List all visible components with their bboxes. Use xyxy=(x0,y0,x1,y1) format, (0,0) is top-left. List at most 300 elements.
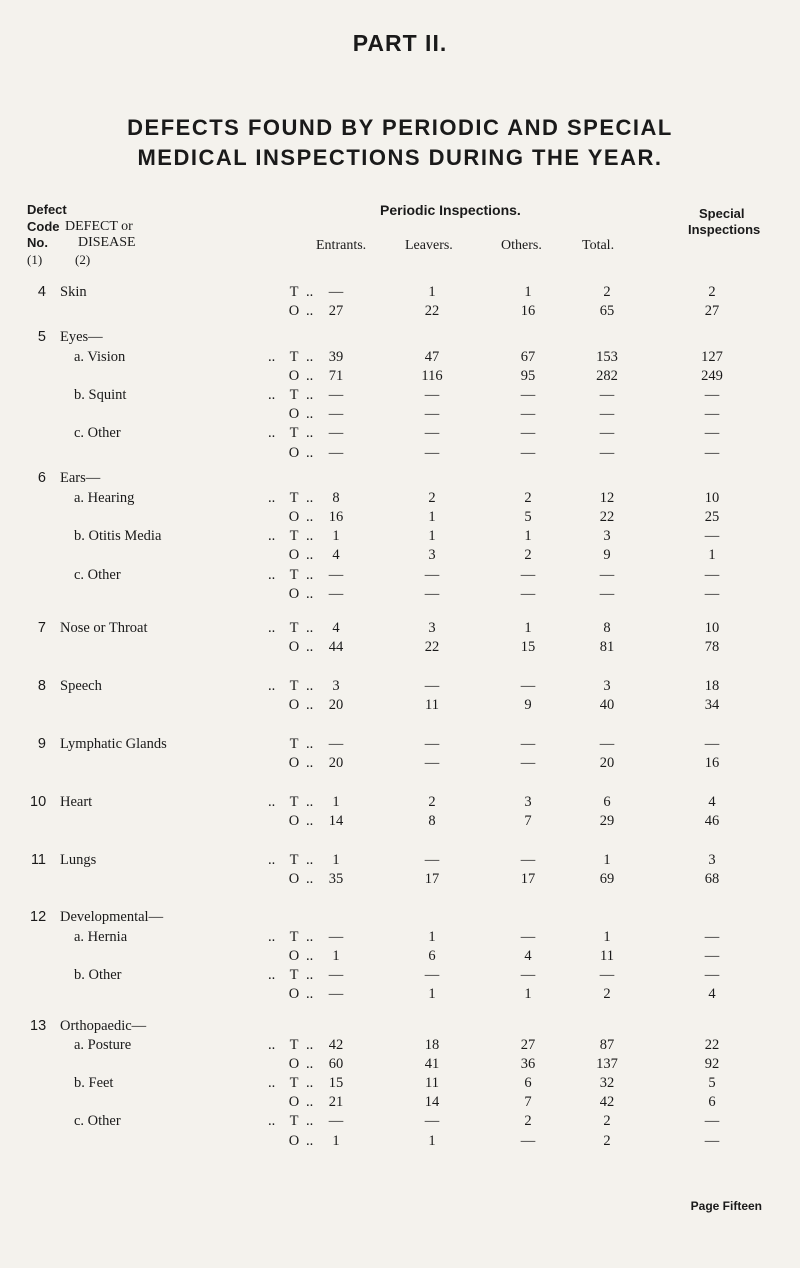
row-leader: .. xyxy=(306,567,314,583)
row-type: O xyxy=(288,697,300,713)
table-row xyxy=(0,639,800,659)
table-row xyxy=(0,406,800,426)
cell-leavers: 116 xyxy=(421,368,443,384)
cell-others: 6 xyxy=(524,1075,532,1091)
cell-entrants: 35 xyxy=(328,871,344,887)
cell-special: 27 xyxy=(704,303,720,319)
row-leader: .. xyxy=(306,586,314,602)
row-label: b. Otitis Media xyxy=(74,528,162,544)
table-row xyxy=(0,852,800,872)
row-type: T xyxy=(289,794,299,810)
row-leader: .. xyxy=(306,639,314,655)
row-leader: .. xyxy=(306,387,314,403)
row-type: O xyxy=(288,303,300,319)
cell-entrants: 20 xyxy=(328,755,344,771)
cell-total: 9 xyxy=(603,547,611,563)
cell-others: — xyxy=(520,586,536,602)
cell-others: 15 xyxy=(520,639,536,655)
cell-others: — xyxy=(520,929,536,945)
cell-others: — xyxy=(520,387,536,403)
cell-entrants: 4 xyxy=(332,547,340,563)
cell-entrants: — xyxy=(328,445,344,461)
cell-special: — xyxy=(704,929,720,945)
row-label: c. Other xyxy=(74,425,121,441)
cell-others: 9 xyxy=(524,697,532,713)
cell-total: 137 xyxy=(596,1056,618,1072)
cell-total: 22 xyxy=(599,509,615,525)
cell-entrants: 20 xyxy=(328,697,344,713)
row-type: O xyxy=(288,547,300,563)
label-leader: .. xyxy=(268,425,276,441)
row-label: Orthopaedic— xyxy=(60,1018,147,1034)
cell-total: — xyxy=(599,586,615,602)
row-type: O xyxy=(288,871,300,887)
row-type: T xyxy=(289,425,299,441)
row-label: Skin xyxy=(60,284,87,300)
cell-total: — xyxy=(599,387,615,403)
row-leader: .. xyxy=(306,736,314,752)
cell-total: 32 xyxy=(599,1075,615,1091)
label-leader: .. xyxy=(268,528,276,544)
row-label: a. Hearing xyxy=(74,490,135,506)
cell-entrants: — xyxy=(328,406,344,422)
cell-entrants: 1 xyxy=(332,1133,340,1149)
row-leader: .. xyxy=(306,1075,314,1091)
cell-special: — xyxy=(704,1133,720,1149)
cell-special: — xyxy=(704,445,720,461)
cell-total: 2 xyxy=(603,284,611,300)
cell-entrants: 15 xyxy=(328,1075,344,1091)
cell-others: — xyxy=(520,852,536,868)
cell-leavers: — xyxy=(424,736,440,752)
row-type: T xyxy=(289,490,299,506)
cell-special: 2 xyxy=(708,284,716,300)
row-code: 12 xyxy=(30,909,47,925)
cell-others: 7 xyxy=(524,1094,532,1110)
cell-others: — xyxy=(520,736,536,752)
row-label: Ears— xyxy=(60,470,101,486)
table-row xyxy=(0,1018,800,1038)
row-leader: .. xyxy=(306,1037,314,1053)
label-leader: .. xyxy=(268,1075,276,1091)
cell-entrants: — xyxy=(328,586,344,602)
table-row xyxy=(0,929,800,949)
row-type: T xyxy=(289,967,299,983)
cell-special: 4 xyxy=(708,986,716,1002)
table-row xyxy=(0,387,800,407)
header-periodic: Periodic Inspections. xyxy=(380,202,521,218)
header-others: Others. xyxy=(501,238,542,253)
header-col1: (1) xyxy=(27,252,43,267)
cell-leavers: — xyxy=(424,967,440,983)
row-leader: .. xyxy=(306,1056,314,1072)
table-row xyxy=(0,1133,800,1153)
cell-others: — xyxy=(520,425,536,441)
table-row xyxy=(0,736,800,756)
row-leader: .. xyxy=(306,852,314,868)
row-leader: .. xyxy=(306,948,314,964)
cell-total: 2 xyxy=(603,1113,611,1129)
cell-others: 2 xyxy=(524,490,532,506)
row-label: Lymphatic Glands xyxy=(60,736,167,752)
cell-total: — xyxy=(599,736,615,752)
row-type: O xyxy=(288,639,300,655)
cell-entrants: 39 xyxy=(328,349,344,365)
cell-leavers: — xyxy=(424,852,440,868)
cell-others: 7 xyxy=(524,813,532,829)
cell-leavers: 3 xyxy=(428,547,436,563)
header-code: Code xyxy=(27,219,60,234)
cell-total: 282 xyxy=(596,368,618,384)
row-leader: .. xyxy=(306,967,314,983)
table-row xyxy=(0,509,800,529)
table-row xyxy=(0,1094,800,1114)
cell-total: 12 xyxy=(599,490,615,506)
row-leader: .. xyxy=(306,871,314,887)
header-special-1: Special xyxy=(699,206,745,221)
row-label: c. Other xyxy=(74,1113,121,1129)
part-heading: PART II. xyxy=(352,30,448,56)
cell-leavers: 14 xyxy=(424,1094,440,1110)
cell-special: — xyxy=(704,425,720,441)
cell-leavers: 2 xyxy=(428,794,436,810)
cell-leavers: 3 xyxy=(428,620,436,636)
row-type: O xyxy=(288,445,300,461)
cell-others: — xyxy=(520,967,536,983)
cell-leavers: — xyxy=(424,445,440,461)
row-type: O xyxy=(288,948,300,964)
row-type: T xyxy=(289,736,299,752)
table-row xyxy=(0,445,800,465)
row-type: O xyxy=(288,755,300,771)
table-row xyxy=(0,909,800,929)
cell-special: 78 xyxy=(704,639,720,655)
cell-others: — xyxy=(520,755,536,771)
table-row xyxy=(0,967,800,987)
cell-others: 5 xyxy=(524,509,532,525)
cell-leavers: — xyxy=(424,425,440,441)
row-code: 13 xyxy=(30,1018,47,1034)
cell-entrants: 21 xyxy=(328,1094,344,1110)
cell-special: — xyxy=(704,1113,720,1129)
row-leader: .. xyxy=(306,929,314,945)
cell-leavers: 1 xyxy=(428,528,436,544)
cell-leavers: 6 xyxy=(428,948,436,964)
cell-leavers: — xyxy=(424,678,440,694)
cell-special: 10 xyxy=(704,490,720,506)
cell-total: 2 xyxy=(603,1133,611,1149)
header-defect: Defect xyxy=(27,202,67,217)
cell-others: 2 xyxy=(524,547,532,563)
row-leader: .. xyxy=(306,528,314,544)
cell-leavers: — xyxy=(424,755,440,771)
header-no: No. xyxy=(27,235,48,250)
row-label: Heart xyxy=(60,794,93,810)
cell-leavers: 8 xyxy=(428,813,436,829)
cell-total: 3 xyxy=(603,528,611,544)
row-leader: .. xyxy=(306,794,314,810)
row-leader: .. xyxy=(306,509,314,525)
row-leader: .. xyxy=(306,1113,314,1129)
cell-entrants: 1 xyxy=(332,528,340,544)
table-row xyxy=(0,303,800,323)
cell-total: — xyxy=(599,567,615,583)
cell-entrants: 60 xyxy=(328,1056,344,1072)
row-code: 7 xyxy=(37,620,46,636)
cell-entrants: — xyxy=(328,929,344,945)
table-row xyxy=(0,1113,800,1133)
cell-others: 95 xyxy=(520,368,536,384)
row-type: T xyxy=(289,387,299,403)
row-leader: .. xyxy=(306,490,314,506)
cell-special: 4 xyxy=(708,794,716,810)
row-type: T xyxy=(289,284,299,300)
cell-others: — xyxy=(520,406,536,422)
cell-others: 27 xyxy=(520,1037,536,1053)
cell-total: — xyxy=(599,445,615,461)
cell-special: — xyxy=(704,736,720,752)
cell-entrants: — xyxy=(328,425,344,441)
cell-entrants: 14 xyxy=(328,813,344,829)
table-row xyxy=(0,948,800,968)
cell-others: — xyxy=(520,445,536,461)
label-leader: .. xyxy=(268,678,276,694)
table-row xyxy=(0,678,800,698)
row-type: O xyxy=(288,586,300,602)
table-row xyxy=(0,329,800,349)
table-row xyxy=(0,794,800,814)
cell-others: 1 xyxy=(524,284,532,300)
header-total: Total. xyxy=(582,238,615,253)
header-col2: (2) xyxy=(75,252,91,267)
label-leader: .. xyxy=(268,794,276,810)
table-row xyxy=(0,620,800,640)
cell-others: 3 xyxy=(524,794,532,810)
row-leader: .. xyxy=(306,697,314,713)
row-leader: .. xyxy=(306,1133,314,1149)
table-row xyxy=(0,425,800,445)
cell-leavers: 22 xyxy=(424,639,440,655)
row-type: T xyxy=(289,1075,299,1091)
cell-total: 42 xyxy=(599,1094,615,1110)
cell-others: 4 xyxy=(524,948,532,964)
table-row xyxy=(0,567,800,587)
cell-leavers: 41 xyxy=(424,1056,440,1072)
row-label: a. Posture xyxy=(74,1037,132,1053)
cell-others: 36 xyxy=(520,1056,536,1072)
cell-special: — xyxy=(704,406,720,422)
table-row xyxy=(0,755,800,775)
cell-total: 1 xyxy=(603,852,611,868)
cell-leavers: 47 xyxy=(424,349,440,365)
table-row xyxy=(0,871,800,891)
label-leader: .. xyxy=(268,387,276,403)
table-row xyxy=(0,813,800,833)
cell-entrants: — xyxy=(328,986,344,1002)
cell-special: 25 xyxy=(704,509,720,525)
row-type: O xyxy=(288,368,300,384)
cell-total: 65 xyxy=(599,303,615,319)
cell-special: — xyxy=(704,528,720,544)
label-leader: .. xyxy=(268,1113,276,1129)
cell-special: 46 xyxy=(704,813,720,829)
cell-total: 81 xyxy=(599,639,615,655)
cell-others: 1 xyxy=(524,620,532,636)
cell-total: — xyxy=(599,425,615,441)
row-leader: .. xyxy=(306,986,314,1002)
cell-leavers: 11 xyxy=(425,1075,439,1091)
row-leader: .. xyxy=(306,425,314,441)
header-special-2: Inspections xyxy=(688,222,761,237)
row-code: 4 xyxy=(37,284,46,300)
label-leader: .. xyxy=(268,620,276,636)
cell-special: 22 xyxy=(704,1037,720,1053)
row-code: 8 xyxy=(37,678,46,694)
cell-leavers: — xyxy=(424,567,440,583)
row-leader: .. xyxy=(306,678,314,694)
header-disease: DISEASE xyxy=(78,235,136,250)
row-leader: .. xyxy=(306,547,314,563)
cell-total: 153 xyxy=(596,349,618,365)
cell-special: 92 xyxy=(704,1056,720,1072)
row-label: b. Other xyxy=(74,967,122,983)
cell-others: — xyxy=(520,678,536,694)
row-label: Eyes— xyxy=(60,329,103,345)
title-line-1: DEFECTS FOUND BY PERIODIC AND SPECIAL xyxy=(127,115,673,140)
row-type: T xyxy=(289,528,299,544)
row-label: a. Hernia xyxy=(74,929,128,945)
cell-leavers: 1 xyxy=(428,509,436,525)
title-line-2: MEDICAL INSPECTIONS DURING THE YEAR. xyxy=(137,145,663,170)
cell-special: 16 xyxy=(704,755,720,771)
cell-entrants: — xyxy=(328,567,344,583)
cell-special: — xyxy=(704,586,720,602)
row-code: 5 xyxy=(37,329,46,345)
cell-total: 87 xyxy=(599,1037,615,1053)
cell-total: 11 xyxy=(600,948,614,964)
cell-entrants: 27 xyxy=(328,303,344,319)
header-leavers: Leavers. xyxy=(405,238,453,253)
cell-leavers: — xyxy=(424,406,440,422)
cell-special: 5 xyxy=(708,1075,716,1091)
row-leader: .. xyxy=(306,303,314,319)
cell-leavers: 1 xyxy=(428,1133,436,1149)
cell-leavers: — xyxy=(424,1113,440,1129)
cell-entrants: 8 xyxy=(332,490,340,506)
cell-entrants: 1 xyxy=(332,852,340,868)
label-leader: .. xyxy=(268,929,276,945)
cell-special: 1 xyxy=(708,547,716,563)
cell-entrants: — xyxy=(328,1113,344,1129)
cell-leavers: 2 xyxy=(428,490,436,506)
cell-special: 3 xyxy=(708,852,716,868)
cell-others: 67 xyxy=(520,349,536,365)
cell-leavers: 1 xyxy=(428,986,436,1002)
row-type: O xyxy=(288,1094,300,1110)
label-leader: .. xyxy=(268,852,276,868)
cell-others: 1 xyxy=(524,528,532,544)
cell-entrants: 1 xyxy=(332,794,340,810)
cell-leavers: — xyxy=(424,387,440,403)
cell-leavers: 17 xyxy=(424,871,440,887)
cell-leavers: 22 xyxy=(424,303,440,319)
cell-entrants: — xyxy=(328,387,344,403)
table-row xyxy=(0,1056,800,1076)
header-entrants: Entrants. xyxy=(316,238,367,253)
row-code: 11 xyxy=(30,852,46,868)
table-row xyxy=(0,490,800,510)
cell-total: 2 xyxy=(603,986,611,1002)
row-leader: .. xyxy=(306,349,314,365)
cell-total: 20 xyxy=(599,755,615,771)
row-code: 10 xyxy=(30,794,47,810)
row-type: T xyxy=(289,1113,299,1129)
cell-entrants: — xyxy=(328,736,344,752)
cell-special: 68 xyxy=(704,871,720,887)
cell-total: 6 xyxy=(603,794,611,810)
row-type: T xyxy=(289,1037,299,1053)
row-leader: .. xyxy=(306,813,314,829)
cell-others: 17 xyxy=(520,871,536,887)
cell-special: 127 xyxy=(701,349,723,365)
row-leader: .. xyxy=(306,406,314,422)
row-label: Speech xyxy=(60,678,102,694)
cell-others: 1 xyxy=(524,986,532,1002)
cell-leavers: — xyxy=(424,586,440,602)
row-type: T xyxy=(289,567,299,583)
row-type: T xyxy=(289,929,299,945)
label-leader: .. xyxy=(268,1037,276,1053)
cell-total: 29 xyxy=(599,813,615,829)
row-type: T xyxy=(289,678,299,694)
cell-total: — xyxy=(599,406,615,422)
cell-entrants: 3 xyxy=(332,678,340,694)
cell-total: 8 xyxy=(603,620,611,636)
row-leader: .. xyxy=(306,620,314,636)
cell-entrants: 4 xyxy=(332,620,340,636)
table-row xyxy=(0,349,800,369)
row-label: a. Vision xyxy=(74,349,126,365)
label-leader: .. xyxy=(268,490,276,506)
table-row xyxy=(0,528,800,548)
cell-special: 6 xyxy=(708,1094,716,1110)
cell-entrants: 71 xyxy=(328,368,344,384)
row-label: Developmental— xyxy=(60,909,164,925)
page-footer: Page Fifteen xyxy=(690,1199,762,1213)
label-leader: .. xyxy=(268,567,276,583)
row-code: 6 xyxy=(37,470,46,486)
row-label: b. Squint xyxy=(74,387,127,403)
cell-leavers: 1 xyxy=(428,929,436,945)
row-type: O xyxy=(288,986,300,1002)
row-leader: .. xyxy=(306,284,314,300)
cell-total: 40 xyxy=(599,697,615,713)
label-leader: .. xyxy=(268,349,276,365)
table-row xyxy=(0,1075,800,1095)
cell-special: 249 xyxy=(701,368,723,384)
row-label: Lungs xyxy=(60,852,97,868)
cell-total: — xyxy=(599,967,615,983)
cell-total: 3 xyxy=(603,678,611,694)
cell-entrants: — xyxy=(328,284,344,300)
table-row xyxy=(0,284,800,304)
cell-special: 34 xyxy=(704,697,720,713)
cell-entrants: 1 xyxy=(332,948,340,964)
row-label: c. Other xyxy=(74,567,121,583)
row-type: O xyxy=(288,813,300,829)
row-type: O xyxy=(288,509,300,525)
cell-others: 2 xyxy=(524,1113,532,1129)
